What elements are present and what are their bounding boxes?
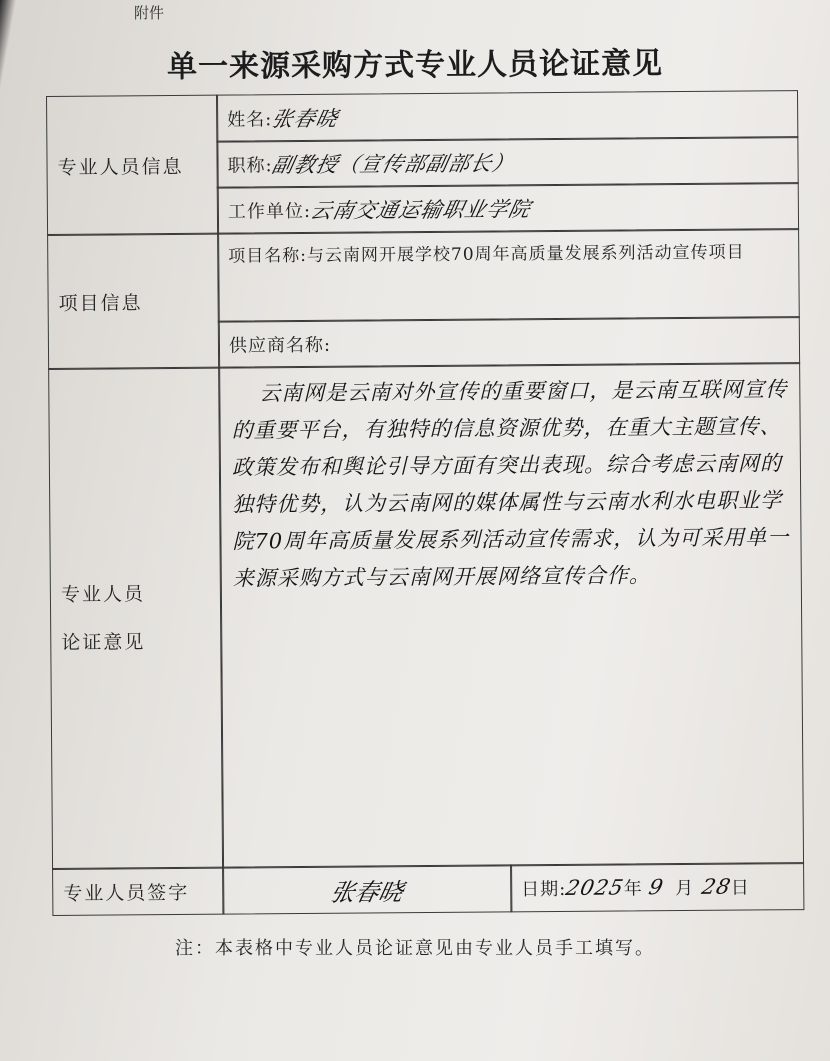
- date-label: 日期:: [521, 878, 567, 901]
- signature-field: [222, 864, 512, 914]
- name-label: 姓名:: [227, 109, 273, 131]
- employer-field: [217, 182, 799, 235]
- title-label: 职称:: [227, 155, 273, 177]
- project-name-label: 项目名称:: [228, 245, 308, 267]
- name-value: 张春晓: [269, 106, 341, 132]
- employer-label: 工作单位:: [227, 200, 312, 223]
- date-day-unit: 日: [730, 877, 750, 899]
- date-day: 28: [699, 874, 734, 899]
- opinion-text: 云南网是云南对外宣传的重要窗口，是云南互联网宣传的重要平台，有独特的信息资源优势，在重大主题宣传、政策发布和舆论引导方面有突出表现。综合考虑云南网的独特优势，认为云南网的媒体属性与云南水利水电职业学院70周年高质量发展系列活动宣传需求，认为可采用单一来源采购方式与云南网开展网络宣传合作。: [218, 362, 804, 869]
- opinion-label-line2: 论证意见: [61, 631, 146, 654]
- document-title: 单一来源采购方式专业人员论证意见: [166, 46, 664, 85]
- name-field: [216, 90, 798, 143]
- personnel-info-label: 专业人员信息: [46, 95, 219, 236]
- form-table: [46, 90, 804, 926]
- signature-value: 张春晓: [327, 877, 406, 907]
- signature-label: 专业人员签字: [52, 867, 224, 916]
- project-info-label: 项目信息: [47, 233, 220, 370]
- employer-value: 云南交通运输职业学院: [308, 197, 534, 223]
- date-year: 2025: [563, 875, 627, 900]
- title-value: 副教授（宣传部副部长）: [269, 151, 517, 178]
- date-field: [510, 862, 804, 912]
- date-month: 9: [646, 875, 666, 900]
- date-month-unit: 月: [675, 877, 695, 900]
- opinion-label-line1: 专业人员: [60, 583, 146, 606]
- title-field: [216, 136, 798, 189]
- date-year-unit: 年: [623, 878, 643, 900]
- supplier-field: [218, 316, 800, 369]
- project-name-field: [217, 228, 800, 323]
- attachment-label: 附件: [134, 4, 165, 22]
- opinion-label: [48, 367, 224, 870]
- supplier-label: 供应商名称:: [228, 334, 332, 357]
- footnote: 注：本表格中专业人员论证意见由专业人员手工填写。: [175, 938, 655, 959]
- project-name-value: 与云南网开展学校70周年高质量发展系列活动宣传项目: [306, 242, 745, 266]
